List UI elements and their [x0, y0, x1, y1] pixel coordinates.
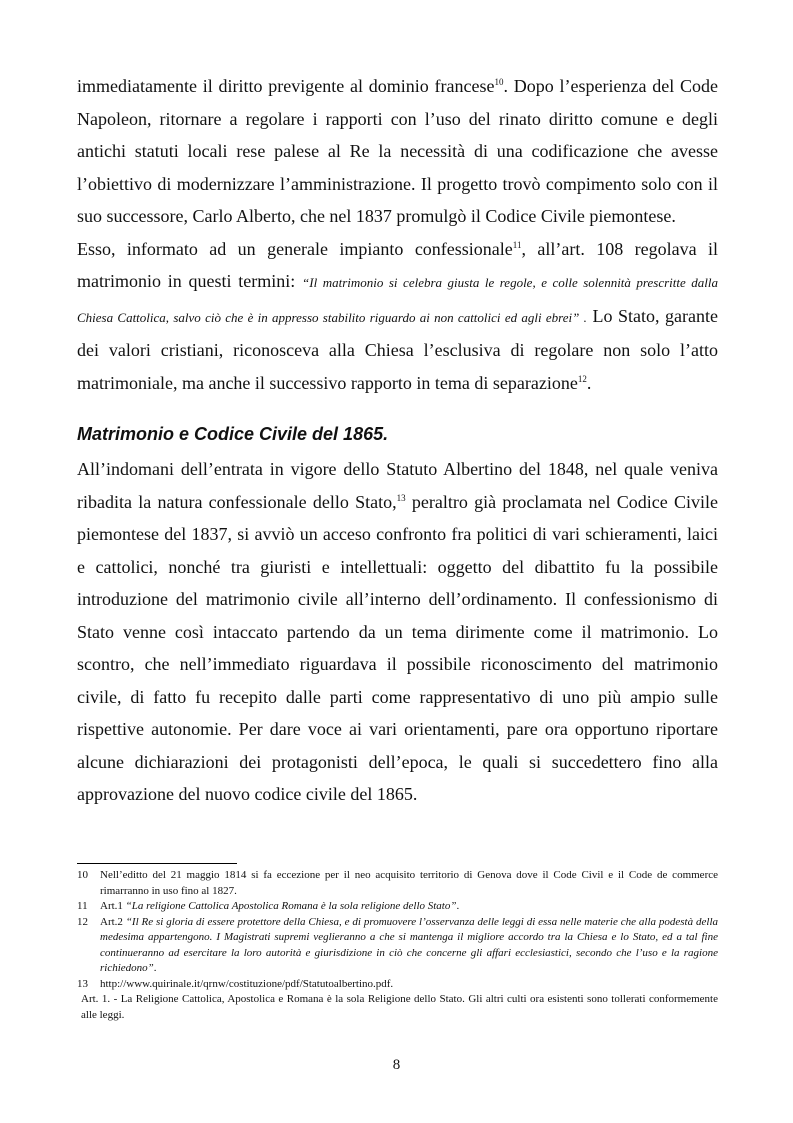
- footnote-13: [77, 977, 718, 993]
- footnote-text: Nell’editto del 21 maggio 1814 si fa eccezione per il neo acquisito territorio di Genova dove il Code Civil e il Code de commerce rimarranno in uso fino al 1827.: [100, 869, 718, 897]
- page-number: 8: [392, 1057, 401, 1073]
- footnote-10: [77, 868, 718, 899]
- section-heading: Matrimonio e Codice Civile del 1865.: [77, 424, 389, 444]
- footnote-prefix: Art.1: [100, 900, 126, 912]
- footnote-link[interactable]: http://www.quirinale.it/qrnw/costituzione/pdf/Statutoalbertino.pdf.: [100, 977, 394, 990]
- footnote-quote: “Il Re si gloria di essere protettore della Chiesa, e di promuovere l’osservanza delle leggi di essa nelle materie che alla podestà della medesima appartengono. I Magistrati supremi veglieranno a che si mantenga il migliore accordo tra la Chiesa e lo Stato, ed a tal fine continueranno ad esercitare la loro autorità e giurisdizione in ciò che concerne gli affari ecclesiastici, secondo che l’uso e la ragione richiedono”: [100, 915, 718, 974]
- paragraph-text: Lo Stato, garante dei valori cristiani, riconosceva alla Chiesa l’esclusiva di regolare non solo l’atto matrimoniale, ma anche il successivo rapporto in tema di separazione: [77, 305, 718, 393]
- footnote-suffix: .: [153, 962, 157, 974]
- footnotes: [77, 868, 718, 1023]
- footnote-text: [100, 899, 718, 915]
- paragraph-1: [77, 70, 718, 233]
- paragraph-text: .: [586, 372, 592, 393]
- footnote-ref[interactable]: 10: [494, 77, 504, 87]
- footnote-suffix: .: [456, 900, 460, 912]
- footnote-text: [100, 915, 718, 977]
- footnote-art1: Art. 1. - La Religione Cattolica, Apostolica e Romana è la sola Religione dello Stato. Gli altri culti ora esistenti sono tollerati conformemente alle leggi.: [81, 993, 718, 1021]
- footnote-ref[interactable]: 12: [577, 373, 587, 384]
- footnote-number: 13: [77, 977, 88, 990]
- footnote-separator: [77, 863, 237, 864]
- footnote-ref[interactable]: 11: [512, 239, 522, 250]
- paragraph-text: , all’art. 108 regolava il matrimonio in questi termini:: [77, 238, 719, 291]
- inline-quote: “Il matrimonio si celebra giusta le regole, e colle solennità prescritte dalla Chiesa Cattolica, salvo ciò che è in appresso stabilito riguardo ai non cattolici ed agli ebrei” .: [77, 275, 718, 325]
- page-body: [77, 70, 718, 811]
- paragraph-3: [77, 453, 718, 811]
- paragraph-text: Esso, informato ad un generale impianto confessionale: [77, 238, 513, 259]
- paragraph-text: . Dopo l’esperienza del Code Napoleon, ritornare a regolare i rapporti con l’uso del rinato diritto comune e degli antichi statuti locali rese palese al Re la necessità di una codificazione che avesse l’obiettivo di modernizzare l’amministrazione. Il progetto trovò compimento solo con il suo successore, Carlo Alberto, che nel 1837 promulgò il Codice Civile piemontese.: [77, 76, 718, 226]
- footnote-number: 11: [77, 900, 88, 912]
- footnote-prefix: Art.2: [100, 915, 126, 928]
- paragraph-text: All’indomani dell’entrata in vigore dello Statuto Albertino del 1848, nel quale veniva ribadita la natura confessionale dello Stato,: [77, 459, 718, 512]
- footnote-12: [77, 915, 718, 977]
- footnote-quote: “La religione Cattolica Apostolica Romana è la sola religione dello Stato”: [125, 900, 457, 912]
- footnote-11: [77, 899, 718, 915]
- paragraph-text: peraltro già proclamata nel Codice Civile piemontese del 1837, si avviò un acceso confronto fra politici di vari schieramenti, laici e cattolici, nonché tra giuristi e intellettuali: oggetto del dibattito fu la possibile introduzione del matrimonio civile all’interno dell’ordinamento. Il confessionismo di Stato venne così intaccato partendo da un tema dirimente come il matrimonio. Lo scontro, che nell’immediato riguardava il possibile riconoscimento del matrimonio civile, di fatto fu recepito dalle parti come rappresentativo di uno più ampio sulle rispettive autonomie. Per dare voce ai vari orientamenti, pare ora opportuno riportare alcune dichiarazioni dei protagonisti dell’epoca, le quali si succedettero fino alla approvazione del nuovo codice civile del 1865.: [77, 491, 718, 804]
- paragraph-2: [77, 233, 718, 400]
- footnote-number: 10: [77, 869, 88, 881]
- footnote-number: 12: [77, 915, 88, 928]
- footnote-ref[interactable]: 13: [396, 492, 406, 503]
- paragraph-text: immediatamente il diritto previgente al dominio francese: [77, 76, 495, 96]
